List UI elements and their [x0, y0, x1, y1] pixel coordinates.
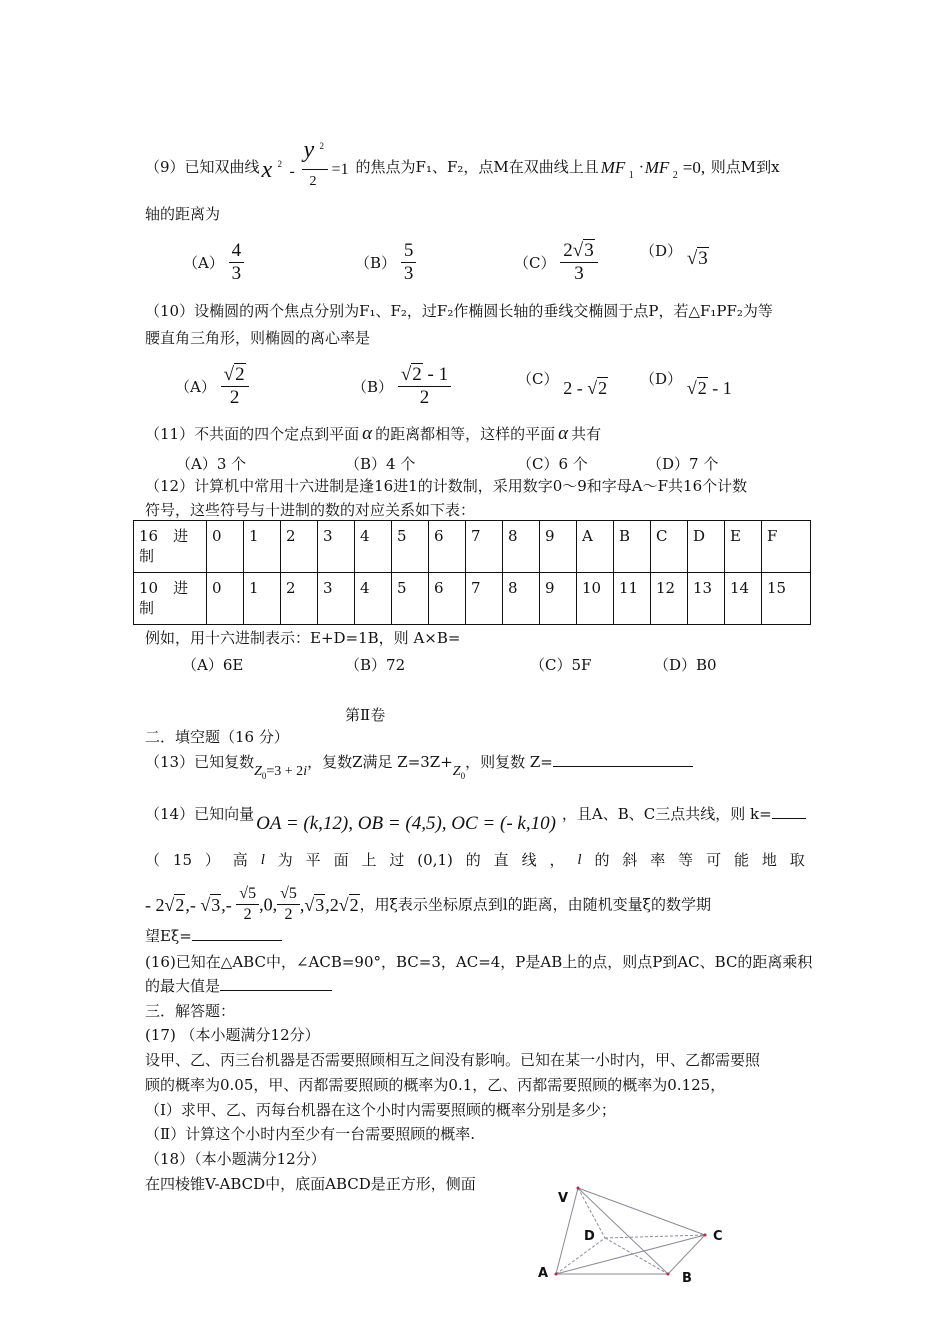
q9-option-a [183, 240, 244, 285]
table-cell: 9 [540, 573, 577, 625]
table-cell: 7 [466, 521, 503, 573]
z0: Z [254, 764, 262, 779]
q9-prefix: （9）已知双曲线 [145, 158, 260, 176]
den: 3 [574, 263, 584, 284]
q13-pre: （13）已知复数 [145, 753, 255, 771]
coef: 2 [563, 240, 573, 261]
hex-table [133, 520, 811, 625]
q15-token: 为 [277, 851, 293, 869]
radicand: 2 [235, 364, 245, 385]
table-cell: A [577, 521, 614, 573]
edge-bc [668, 1235, 705, 1274]
q9-option-d: （D） √3 [640, 242, 708, 269]
table-cell: 13 [688, 573, 725, 625]
table-cell: C [651, 521, 688, 573]
z0-value: =3 + 2 [266, 764, 304, 779]
table-cell: 5 [392, 521, 429, 573]
eq-den: 2 [309, 174, 317, 189]
q15-token: l [577, 852, 582, 868]
q15-token: 地 [761, 851, 777, 869]
radicand: 3 [211, 894, 221, 915]
table-cell: 8 [503, 573, 540, 625]
radicand: 3 [584, 240, 594, 261]
radicand: 3 [315, 894, 325, 915]
table-cell: 9 [540, 521, 577, 573]
q15-token: 率 [650, 851, 666, 869]
q13-mid: ，复数Z满足 Z=3Z+ [307, 753, 453, 771]
q12-option-d: （D）B0 [654, 656, 717, 674]
value: - 2 [145, 894, 165, 915]
mf2-sub: 2 [672, 170, 678, 181]
header-part: 制 [139, 547, 155, 565]
q11-option-b: （B）4 个 [345, 455, 416, 473]
num: √5 [239, 885, 257, 902]
q9-option-c [514, 240, 598, 285]
q18-head: （18）（本小题满分12分） [145, 1150, 326, 1168]
value: , [299, 894, 305, 915]
radicand: 2 [349, 894, 359, 915]
dot: · [638, 159, 645, 176]
mf1: MF [600, 158, 626, 177]
table-cell: 12 [651, 573, 688, 625]
q9-suffix: 则点M到x [710, 158, 780, 176]
option-label: （A） [175, 378, 216, 396]
q15-token: ） [204, 851, 220, 869]
q15-token: 平 [305, 851, 321, 869]
q12-line1: （12）计算机中常用十六进制是逢16进1的计数制，采用数字0～9和字母A～F共16个计数 [145, 477, 748, 495]
q15-token: 面 [333, 851, 349, 869]
option-label: （C） [514, 254, 556, 272]
pyramid-figure [520, 1170, 740, 1290]
radicand: 2 [697, 378, 707, 398]
den: 2 [419, 387, 430, 408]
q15-token: 直 [493, 851, 509, 869]
q12-option-c: （C）5F [530, 656, 592, 674]
den: 2 [229, 387, 240, 408]
pre: 2 - [563, 378, 588, 398]
eq-x-exp: 2 [277, 159, 283, 169]
value: ,2 [325, 894, 339, 915]
q16-line2-text: 的最大值是 [145, 977, 221, 995]
fraction: $\frac{2√3}{3}$ [560, 240, 597, 285]
imag-unit: i [303, 764, 308, 779]
table-cell: 0 [207, 521, 244, 573]
section-solutions: 三．解答题： [145, 1002, 236, 1020]
eq-frac-bar [302, 169, 328, 170]
q10-option-b: （B） $\frac{√2 - 1}{2}$ [352, 364, 451, 409]
eq-minus: - [289, 163, 295, 180]
q17-line3: （Ⅰ）求甲、乙、丙每台机器在这个小时内需要照顾的概率分别是多少； [145, 1101, 616, 1119]
header-part: 10 进 [139, 579, 189, 597]
edge-vc [578, 1188, 705, 1235]
q16-line2 [145, 976, 332, 996]
q12-line2: 符号，这些符号与十进制的数的对应关系如下表： [145, 501, 476, 519]
eq-one: =1 [331, 161, 349, 178]
q12-option-a: （A）6E [182, 656, 244, 674]
table-row-header [134, 521, 207, 573]
q15-token: 15 [172, 851, 192, 869]
z0-sub: 0 [460, 770, 466, 781]
option-label: （D） [640, 370, 683, 388]
q10-option-d: （D） √2 - 1 [640, 370, 732, 398]
vertex-a [555, 1273, 558, 1276]
q15-token: 斜 [622, 851, 638, 869]
q15-line3 [145, 926, 282, 946]
label-d: D [584, 1229, 595, 1244]
table-cell: F [762, 521, 811, 573]
q9-dot-product [599, 154, 711, 182]
q9-line2: 轴的距离为 [145, 205, 221, 223]
q15-token: 线 [521, 851, 537, 869]
q16-line1: (16)已知在△ABC中，∠ACB=90°，BC=3，AC=4，P是AB上的点，则点P到AC、BC的距离乘积 [145, 953, 813, 971]
eq-y-exp: 2 [319, 141, 325, 151]
q10-option-a: （A） $\frac{√2}{2}$ [175, 364, 249, 409]
table-cell: 2 [281, 521, 318, 573]
table-cell: B [614, 521, 651, 573]
table-cell: 4 [355, 573, 392, 625]
table-cell: 2 [281, 573, 318, 625]
q18-line1: 在四棱锥V-ABCD中，底面ABCD是正方形，侧面 [145, 1175, 476, 1193]
table-cell: 15 [762, 573, 811, 625]
q9-line1 [145, 137, 780, 189]
table-cell: 0 [207, 573, 244, 625]
q15-token: 可 [706, 851, 722, 869]
q15-token: l [260, 852, 265, 868]
table-cell: 10 [577, 573, 614, 625]
table-cell: 4 [355, 521, 392, 573]
q15-line1 [145, 850, 805, 870]
q12-option-b: （B）72 [345, 656, 406, 674]
label-v: V [558, 1191, 569, 1206]
z0-sub: 0 [261, 770, 267, 781]
q14-line [145, 804, 806, 834]
value: ,- [185, 894, 201, 915]
radicand: 2 [412, 364, 422, 385]
q17-head: (17) （本小题满分12分） [145, 1026, 320, 1044]
radicand: 2 [175, 894, 185, 915]
option-label: （D） [640, 242, 683, 260]
option-label: （B） [355, 254, 397, 272]
option-label: （B） [352, 378, 394, 396]
table-row-header [134, 573, 207, 625]
q9-equation [260, 137, 356, 189]
table-row [134, 573, 811, 625]
den: 3 [231, 263, 242, 284]
q15-token: ， [549, 851, 565, 869]
table-cell: E [725, 521, 762, 573]
q15-token: 上 [361, 851, 377, 869]
vertex-v [577, 1187, 580, 1190]
option-label: （A） [183, 254, 224, 272]
radicand: 3 [698, 248, 708, 269]
den: 3 [403, 263, 414, 284]
q15-token: 高 [232, 851, 248, 869]
value: ,0, [259, 894, 278, 915]
table-cell: 1 [244, 521, 281, 573]
q17-line4: （Ⅱ）计算这个小时内至少有一台需要照顾的概率. [145, 1125, 475, 1143]
q11-option-a: （A）3 个 [176, 455, 247, 473]
q15-token: 的 [465, 851, 481, 869]
table-cell: D [688, 521, 725, 573]
table-cell: 7 [466, 573, 503, 625]
q11-option-c: （C）6 个 [517, 455, 588, 473]
q17-line1: 设甲、乙、丙三台机器是否需要照顾相互之间没有影响。已知在某一小时内，甲、乙都需要照 [145, 1051, 761, 1069]
table-cell: 3 [318, 573, 355, 625]
q13-line [145, 752, 693, 781]
table-cell: 1 [244, 573, 281, 625]
q12-example: 例如，用十六进制表示：E+D=1B，则 A×B= [145, 629, 461, 647]
q9-option-b [355, 240, 416, 285]
label-c: C [713, 1229, 723, 1244]
answer-blank[interactable] [553, 766, 693, 767]
mf1-sub: 1 [628, 170, 634, 181]
num: √5 [280, 885, 297, 902]
q17-line2: 顾的概率为0.05，甲、丙都需要照顾的概率为0.1，乙、丙都需要照顾的概率为0.125， [145, 1076, 726, 1094]
answer-blank[interactable] [220, 990, 332, 991]
eq-zero: =0, [682, 158, 706, 177]
label-a: A [538, 1266, 549, 1281]
table-cell: 6 [429, 573, 466, 625]
q15-tail: ，用ξ表示坐标原点到l的距离，由随机变量ξ的数学期 [359, 895, 711, 914]
vertex-b [667, 1273, 670, 1276]
q10-option-c: （C） 2 - √2 [517, 370, 608, 398]
header-part: 16 进 [139, 527, 189, 545]
q13-post: ，则复数 Z= [465, 753, 553, 771]
vector-expression: OA = (k,12), OB = (4,5), OC = (- k,10) [256, 813, 556, 834]
fraction [229, 240, 245, 285]
vertex-c [704, 1234, 707, 1237]
value: ,- [221, 894, 237, 915]
table-cell: 8 [503, 521, 540, 573]
fraction [401, 240, 417, 285]
table-row [134, 521, 811, 573]
q15-token: (0,1) [417, 851, 453, 869]
den: 2 [284, 906, 293, 923]
radicand: 2 [598, 378, 608, 398]
q10-line1: （10）设椭圆的两个焦点分别为F₁、F₂，过F₂作椭圆长轴的垂线交椭圆于点P，若△F₁PF₂为等 [145, 302, 773, 320]
q15-token: 过 [389, 851, 405, 869]
q11-pre: （11）不共面的四个定点到平面 [145, 425, 360, 443]
table-cell: 14 [725, 573, 762, 625]
q15-token: 能 [733, 851, 749, 869]
label-b: B [682, 1271, 692, 1286]
section-fill-blank: 二．填空题（16 分） [145, 728, 289, 746]
table-cell: 5 [392, 573, 429, 625]
q15-token: 取 [789, 851, 805, 869]
eq-y: y [303, 137, 315, 163]
tail: - 1 [422, 364, 449, 385]
option-label: （C） [517, 370, 559, 388]
diag-ac [556, 1235, 705, 1274]
q14-pre: （14）已知向量 [145, 805, 255, 823]
table-cell: 3 [318, 521, 355, 573]
q11-option-d: （D）7 个 [647, 455, 719, 473]
alpha: α [558, 423, 569, 444]
q14-post: ，且A、B、C三点共线，则 k= [561, 805, 772, 823]
table-cell: 11 [614, 573, 651, 625]
q9-mid: 的焦点为F₁、F₂，点M在双曲线上且 [355, 158, 599, 176]
q11-post: 共有 [571, 425, 602, 443]
table-cell: 6 [429, 521, 466, 573]
q10-line2: 腰直角三角形，则椭圆的离心率是 [145, 329, 371, 347]
q15-token: （ [145, 851, 161, 869]
alpha: α [362, 423, 373, 444]
q11-mid: 的距离都相等，这样的平面 [375, 425, 556, 443]
edge-dc [605, 1235, 705, 1238]
answer-blank[interactable] [192, 940, 282, 941]
den: 2 [243, 906, 252, 923]
eq-x: x [261, 157, 273, 183]
num: 5 [403, 240, 414, 261]
tail: - 1 [707, 378, 732, 398]
q11-line [145, 424, 601, 444]
q15-token: 的 [594, 851, 610, 869]
part-title: 第Ⅱ卷 [345, 706, 386, 724]
num: 4 [231, 240, 242, 261]
q15-line2: - 2√2,- √3,- $\frac{√5}{2}$ ,0, $\frac{√5}{2}$ ,√3,2√2，用ξ表示坐标原点到l的距离，由随机变量ξ的数学期 [145, 885, 711, 923]
answer-blank[interactable] [772, 818, 806, 819]
z0: Z [452, 764, 461, 779]
q15-token: 等 [678, 851, 694, 869]
q15-line3-text: 望Eξ= [145, 927, 192, 945]
mf2: MF [644, 158, 670, 177]
header-part: 制 [139, 599, 155, 617]
